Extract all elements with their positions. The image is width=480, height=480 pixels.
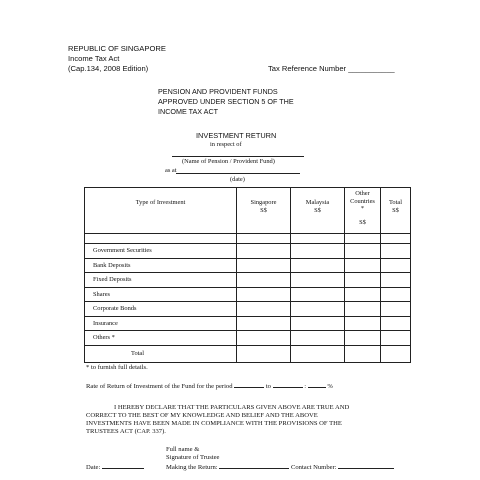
- cell-input[interactable]: [345, 316, 381, 331]
- act-name: Income Tax Act: [68, 54, 120, 63]
- country-heading: REPUBLIC OF SINGAPORE: [68, 44, 166, 53]
- table-row: [85, 258, 411, 273]
- cell-input[interactable]: [345, 345, 381, 362]
- date-caption: (date): [230, 176, 245, 183]
- row-label-shares: Shares: [85, 287, 237, 302]
- table-total-row: [85, 345, 411, 362]
- making-return-line: [166, 462, 394, 472]
- header-total-currency: S$: [392, 206, 399, 214]
- cell-input[interactable]: [381, 234, 411, 244]
- date-label: Date:: [86, 464, 101, 471]
- cell-input[interactable]: [345, 244, 381, 259]
- table-row: [85, 244, 411, 259]
- contact-number-label: Contact Number:: [290, 464, 337, 471]
- cell-input[interactable]: [237, 331, 291, 346]
- cell-input[interactable]: [291, 345, 345, 362]
- cell-input[interactable]: [291, 331, 345, 346]
- fund-name-field[interactable]: [172, 156, 304, 157]
- cell-input[interactable]: [381, 345, 411, 362]
- header-singapore-label: Singapore: [250, 199, 277, 206]
- cell-input[interactable]: [345, 273, 381, 288]
- cell-input[interactable]: [381, 273, 411, 288]
- period-start-field[interactable]: [234, 381, 264, 388]
- row-label-others: Others *: [85, 331, 237, 346]
- form-title: INVESTMENT RETURN: [196, 131, 277, 140]
- cell-input[interactable]: [381, 316, 411, 331]
- signature-of-trustee-label: Signature of Trustee: [166, 454, 220, 461]
- date-signature-line: [86, 462, 144, 472]
- rate-to-label: to: [265, 383, 271, 390]
- cell-input[interactable]: [237, 234, 291, 244]
- act-edition: (Cap.134, 2008 Edition): [68, 64, 149, 73]
- cell-input[interactable]: [237, 244, 291, 259]
- cell-input[interactable]: [237, 345, 291, 362]
- rate-value-field[interactable]: [308, 381, 326, 388]
- investment-table: [84, 187, 411, 363]
- footnote: * to furnish full details.: [86, 364, 148, 371]
- declaration-line3: INVESTMENTS HAVE BEEN MADE IN COMPLIANCE WITH THE PROVISIONS OF THE: [86, 420, 342, 427]
- table-header-row: [85, 188, 411, 234]
- rate-colon: :: [304, 383, 307, 390]
- cell-input[interactable]: [345, 302, 381, 317]
- declaration-line2: CORRECT TO THE BEST OF MY KNOWLEDGE AND BELIEF AND THE ABOVE: [86, 412, 318, 419]
- row-label-government-securities: Government Securities: [85, 244, 237, 259]
- cell-input[interactable]: [291, 258, 345, 273]
- percent-sign: %: [327, 383, 333, 390]
- header-type-label: Type of Investment: [135, 199, 186, 206]
- row-label-total: Total: [85, 345, 237, 362]
- header-malaysia: [291, 188, 345, 234]
- cell-input[interactable]: [345, 234, 381, 244]
- period-end-field[interactable]: [273, 381, 303, 388]
- cell-input[interactable]: [345, 331, 381, 346]
- section-title-line3: INCOME TAX ACT: [158, 107, 219, 116]
- cell-input[interactable]: [345, 258, 381, 273]
- tax-reference-field[interactable]: Tax Reference Number ___________: [268, 64, 395, 73]
- table-row: [85, 287, 411, 302]
- header-singapore: [237, 188, 291, 234]
- cell-input[interactable]: [237, 273, 291, 288]
- cell-input[interactable]: [237, 302, 291, 317]
- rate-label: Rate of Return of Investment of the Fund for the period: [86, 383, 233, 390]
- header-other-currency: S$: [359, 218, 366, 226]
- cell-input[interactable]: [381, 258, 411, 273]
- as-at-label: as at: [165, 167, 177, 174]
- section-title-line1: PENSION AND PROVIDENT FUNDS: [158, 87, 278, 96]
- fund-name-caption: (Name of Pension / Provident Fund): [182, 158, 275, 165]
- header-malaysia-currency: S$: [314, 206, 321, 214]
- contact-number-field[interactable]: [338, 462, 394, 469]
- date-field[interactable]: [102, 462, 144, 469]
- cell-input[interactable]: [237, 316, 291, 331]
- declaration-line1: I HEREBY DECLARE THAT THE PARTICULARS GIVEN ABOVE ARE TRUE AND: [114, 404, 350, 411]
- cell-input[interactable]: [291, 234, 345, 244]
- header-malaysia-label: Malaysia: [305, 199, 330, 206]
- as-at-date-field[interactable]: [176, 173, 300, 174]
- table-row: [85, 316, 411, 331]
- cell-input[interactable]: [291, 273, 345, 288]
- table-spacer-row: [85, 234, 411, 244]
- row-label-insurance: Insurance: [85, 316, 237, 331]
- header-singapore-currency: S$: [260, 206, 267, 214]
- cell-input[interactable]: [381, 331, 411, 346]
- full-name-label: Full name &: [166, 446, 200, 453]
- declaration-line4: TRUSTEES ACT (CAP. 337).: [86, 428, 166, 435]
- cell-input[interactable]: [291, 302, 345, 317]
- cell-input[interactable]: [291, 316, 345, 331]
- header-countries-label: Countries: [350, 197, 375, 205]
- header-other-label: Other: [355, 190, 370, 197]
- cell-input[interactable]: [381, 302, 411, 317]
- table-row: [85, 302, 411, 317]
- table-row: [85, 331, 411, 346]
- cell-input[interactable]: [237, 287, 291, 302]
- section-title-line2: APPROVED UNDER SECTION 5 OF THE: [158, 97, 294, 106]
- in-respect-of-label: in respect of: [210, 141, 242, 148]
- cell-input[interactable]: [345, 287, 381, 302]
- row-label-corporate-bonds: Corporate Bonds: [85, 302, 237, 317]
- row-label-bank-deposits: Bank Deposits: [85, 258, 237, 273]
- header-other-countries: [345, 188, 381, 234]
- rate-of-return-line: [86, 381, 333, 391]
- table-row: [85, 273, 411, 288]
- header-other-asterisk: *: [360, 205, 365, 212]
- header-total-label: Total: [388, 199, 403, 206]
- header-total: [381, 188, 411, 234]
- signature-field[interactable]: [219, 462, 289, 469]
- cell-input[interactable]: [291, 287, 345, 302]
- cell-input[interactable]: [381, 244, 411, 259]
- cell-input[interactable]: [291, 244, 345, 259]
- making-return-label: Making the Return:: [166, 464, 218, 471]
- row-label-fixed-deposits: Fixed Deposits: [85, 273, 237, 288]
- cell-input[interactable]: [381, 287, 411, 302]
- cell-input[interactable]: [237, 258, 291, 273]
- header-type-of-investment: [85, 188, 237, 234]
